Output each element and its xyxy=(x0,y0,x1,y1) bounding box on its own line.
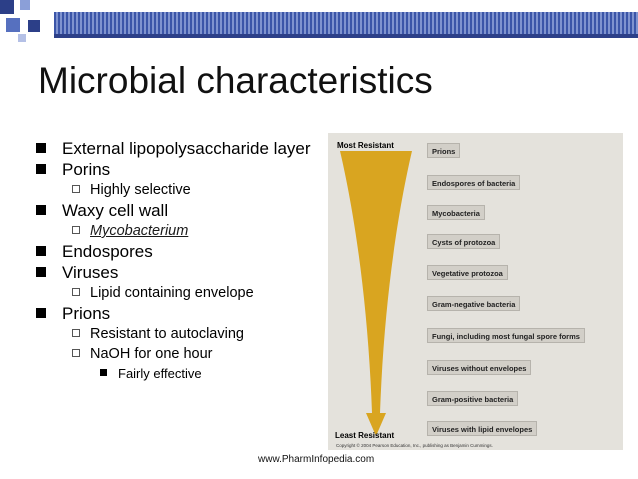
resistance-item: Cysts of protozoa xyxy=(427,234,500,249)
resistance-figure xyxy=(328,133,623,450)
resistance-item: Viruses with lipid envelopes xyxy=(427,421,537,436)
bullet-text: Lipid containing envelope xyxy=(90,285,254,301)
resistance-funnel-arrow xyxy=(340,151,412,439)
bullet-level-1 xyxy=(36,242,336,261)
bullet-text: External lipopolysaccharide layer xyxy=(62,139,311,158)
footer-url: www.PharmInfopedia.com xyxy=(258,454,375,465)
bullet-marker-icon xyxy=(72,284,90,296)
bullet-level-1 xyxy=(36,263,336,282)
bullet-level-1 xyxy=(36,304,336,323)
bullet-marker-icon xyxy=(72,325,90,337)
bullet-text: Resistant to autoclaving xyxy=(90,326,244,342)
resistance-item: Vegetative protozoa xyxy=(427,265,508,280)
bullet-marker-icon xyxy=(100,365,118,376)
decorative-square xyxy=(0,0,14,14)
funnel-shape xyxy=(340,151,412,436)
bullet-text: NaOH for one hour xyxy=(90,346,213,362)
bullet-marker-icon xyxy=(72,181,90,193)
bullet-marker-icon xyxy=(36,139,62,153)
bullet-list xyxy=(36,139,336,382)
bullet-level-1 xyxy=(36,201,336,220)
bullet-level-2 xyxy=(72,284,336,302)
bullet-text: Porins xyxy=(62,160,111,179)
slide-title: Microbial characteristics xyxy=(38,60,433,101)
bullet-text: Waxy cell wall xyxy=(62,201,169,220)
resistance-item: Prions xyxy=(427,143,460,158)
decorative-square xyxy=(18,34,26,42)
bullet-text: Prions xyxy=(62,304,111,323)
bullet-level-2 xyxy=(72,181,336,199)
most-resistant-label: Most Resistant xyxy=(337,141,394,150)
resistance-item: Endospores of bacteria xyxy=(427,175,520,190)
mycobacterium-link[interactable]: Mycobacterium xyxy=(90,223,189,239)
resistance-item: Mycobacteria xyxy=(427,205,485,220)
decorative-square xyxy=(6,18,20,32)
bullet-text: Viruses xyxy=(62,263,119,282)
bullet-marker-icon xyxy=(36,242,62,256)
resistance-item: Gram-negative bacteria xyxy=(427,296,520,311)
bullet-level-1 xyxy=(36,160,336,179)
bullet-text: Fairly effective xyxy=(118,366,202,381)
bullet-level-2 xyxy=(72,222,336,240)
decorative-square xyxy=(28,20,40,32)
bullet-marker-icon xyxy=(36,304,62,318)
resistance-item: Fungi, including most fungal spore forms xyxy=(427,328,585,343)
bullet-level-2 xyxy=(72,325,336,343)
figure-copyright: Copyright © 2004 Pearson Education, Inc., publishing as Benjamin Cummings. xyxy=(336,443,493,448)
bullet-text: Highly selective xyxy=(90,182,191,198)
least-resistant-label: Least Resistant xyxy=(335,431,395,440)
bullet-marker-icon xyxy=(72,222,90,234)
decorative-square xyxy=(20,0,30,10)
resistance-item: Gram-positive bacteria xyxy=(427,391,518,406)
bullet-level-1 xyxy=(36,139,336,158)
bullet-text: Endospores xyxy=(62,242,153,261)
resistance-item: Viruses without envelopes xyxy=(427,360,531,375)
bullet-marker-icon xyxy=(36,201,62,215)
bullet-level-3 xyxy=(100,365,336,382)
header-decoration-band xyxy=(54,12,638,38)
bullet-marker-icon xyxy=(72,345,90,357)
bullet-level-2 xyxy=(72,345,336,363)
bullet-marker-icon xyxy=(36,160,62,174)
bullet-marker-icon xyxy=(36,263,62,277)
